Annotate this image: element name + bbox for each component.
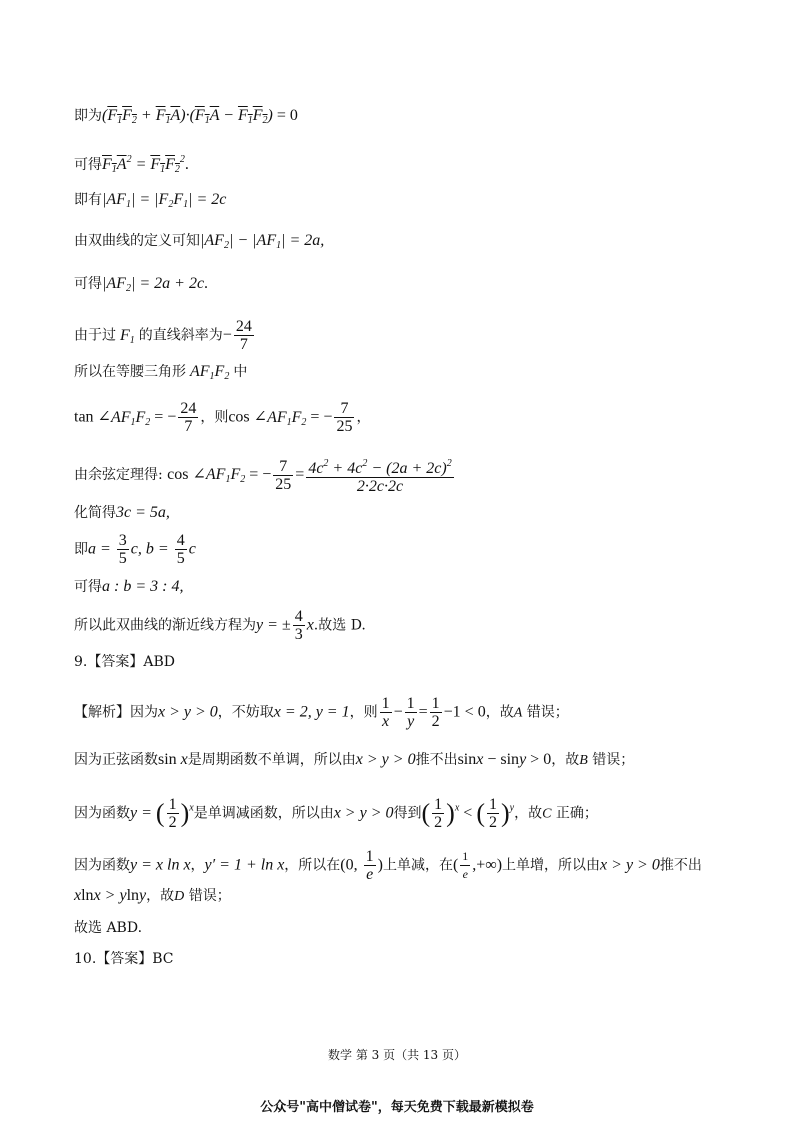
eq-line-11: 即a = $\frac{3}{5}$ c, b = $\frac{4}{5}$ c	[74, 532, 196, 567]
eq-line-12: 可得a : b = 3 : 4,	[74, 578, 184, 595]
page-footer: 数学 第 3 页（共 13 页）	[328, 1048, 466, 1062]
answer-10: 10.【答案】BC	[74, 951, 174, 967]
eq-line-3: 即有$|AF_1| = |F_2F_1| = 2c$	[74, 191, 227, 210]
analysis-line-1: 【解析】因为x > y > 0，不妨取x = 2, y = 1，则 $\frac{1}{x}$ − $\frac{1}{y}$ = $\frac{1}{2}$ −1 < 0，故A 错误；	[74, 695, 569, 730]
answer-9: 9.【答案】ABD	[74, 654, 175, 670]
analysis-line-4: 因为函数y = x ln x，y′ = 1 + ln x，所以在(0, $\frac{1}{e}$ )上单减，在( $\frac{1}{e}$ ,+∞)上单增，所以由x > y > 0推不出	[74, 848, 702, 883]
eq-line-4: 由双曲线的定义可知$|AF_2| - |AF_1| = 2a$,	[74, 232, 325, 251]
analysis-line-5: xlnx > ylny，故D 错误；	[74, 887, 231, 904]
eq-line-2: 可得$F_1A^2 = F_1F_2^2$.	[74, 154, 189, 175]
eq-line-8: $\tan \angle AF_1F_2$ = − $\frac{24}{7}$ ，则$\cos \angle AF_1F_2$ = − $\frac{7}{25}$ ，	[74, 400, 371, 435]
eq-line-5: 可得$|AF_2| = 2a + 2c$.	[74, 275, 209, 294]
eq-line-10: 化简得3c = 5a,	[74, 504, 170, 521]
eq-line-7: 所以在等腰三角形 $AF_1F_2$ 中	[74, 363, 248, 382]
analysis-conclusion: 故选 ABD.	[74, 920, 143, 936]
analysis-line-2: 因为正弦函数sin x是周期函数不单调，所以由x > y > 0推不出sinx − siny > 0，故B 错误；	[74, 751, 635, 768]
eq-line-1: 即为$(F_1F_2 + F_1A)\cdot(F_1A - F_1F_2) = 0$	[74, 107, 298, 126]
promo-banner: 公众号"高中僧试卷"，每天免费下载最新模拟卷	[260, 1100, 534, 1115]
eq-line-9: 由余弦定理得: $\cos \angle AF_1F_2$ = − $\frac{7}{25}$ = $\frac{4c^2 + 4c^2 - (2a + 2c)^2}{2\cdot 2c\cdot 2c}$	[74, 455, 456, 495]
eq-line-6: 由于过 $F_1$ 的直线斜率为− $\frac{24}{7}$	[74, 318, 252, 353]
eq-line-13: 所以此双曲线的渐近线方程为y = ± $\frac{4}{3}$ x.故选 D.	[74, 608, 366, 643]
analysis-line-3: 因为函数y = ( $\frac{1}{2}$ )$^x$是单调减函数，所以由x > y > 0得到( $\frac{1}{2}$ )$^x$ < ( $\frac{1}{2}$ )$^y$，故C 正确；	[74, 796, 598, 831]
